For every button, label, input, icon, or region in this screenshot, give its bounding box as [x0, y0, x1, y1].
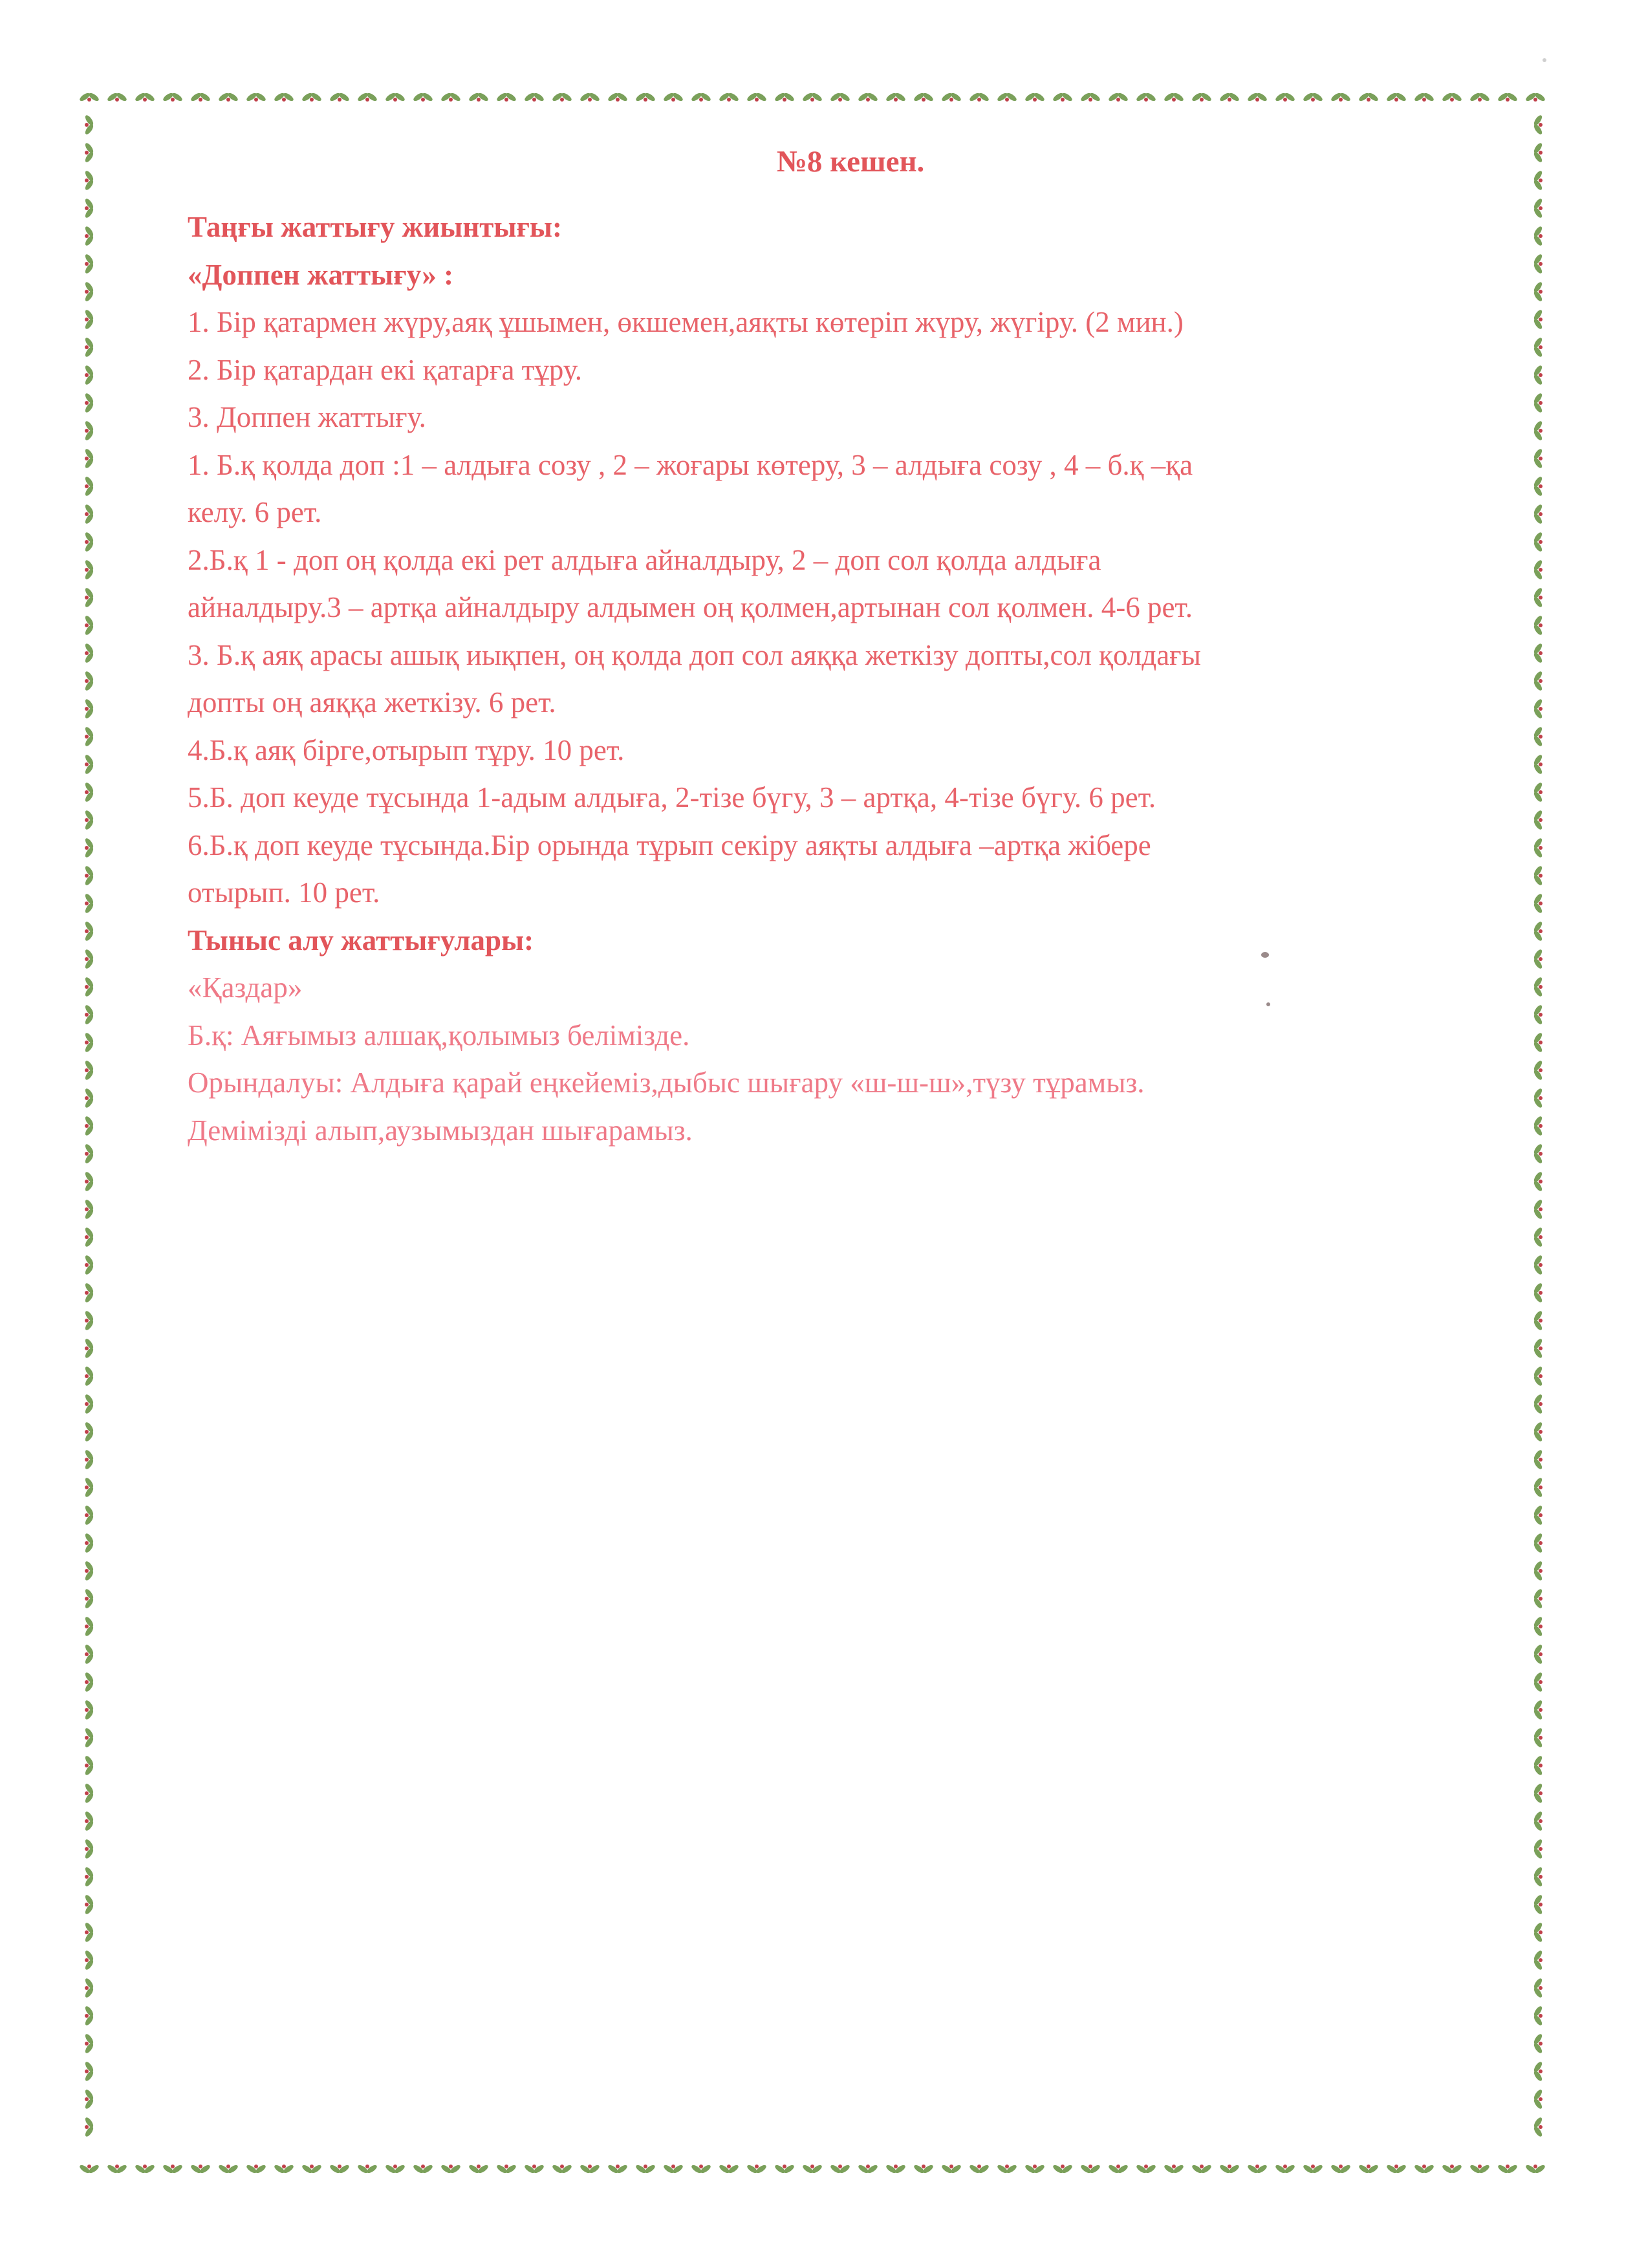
exercise-line: келу. 6 рет. [188, 496, 322, 528]
breathing-line: Орындалуы: Алдыға қарай еңкейеміз,дыбыс шығару «ш-ш-ш»,түзу тұрамыз. [188, 1066, 1145, 1099]
exercise-line: 3. Б.қ аяқ арасы ашық иықпен, оң қолда доп сол аяққа жеткізу допты,сол қолдағы [188, 638, 1201, 671]
exercise-line: 3. Доппен жаттығу. [188, 401, 426, 433]
exercise-line: 2. Бір қатардан екі қатарға тұру. [188, 353, 583, 386]
exercise-line: 5.Б. доп кеуде тұсында 1-адым алдыға, 2-тізе бүгу, 3 – артқа, 4-тізе бүгу. 6 рет. [188, 781, 1156, 814]
exercise-line: айналдыру.3 – артқа айналдыру алдымен оң қолмен,артынан сол қолмен. 4-6 рет. [188, 591, 1193, 623]
exercise-line: отырып. 10 рет. [188, 876, 380, 909]
breathing-line: Б.қ: Аяғымыз алшақ,қолымыз белімізде. [188, 1019, 690, 1052]
exercise-line: 2.Б.қ 1 - доп оң қолда екі рет алдыға айналдыру, 2 – доп сол қолда алдыға [188, 543, 1101, 576]
breathing-line: «Қаздар» [188, 971, 303, 1004]
document-content [188, 133, 1513, 1154]
section-heading-breathing: Тыныс алу жаттығулары: [188, 923, 534, 956]
section-heading-ball: «Доппен жаттығу» : [188, 258, 454, 291]
exercise-line: 4.Б.қ аяқ бірге,отырып тұру. 10 рет. [188, 733, 625, 766]
exercise-line: допты оң аяққа жеткізу. 6 рет. [188, 686, 556, 718]
page-title: №8 кешен. [776, 145, 925, 178]
section-heading-morning: Таңғы жаттығу жиынтығы: [188, 211, 563, 243]
breathing-line: Демімізді алып,аузымыздан шығарамыз. [188, 1114, 693, 1147]
exercise-line: 1. Б.қ қолда доп :1 – алдыға созу , 2 – жоғары көтеру, 3 – алдыға созу , 4 – б.қ –қа [188, 448, 1193, 481]
exercise-line: 6.Б.қ доп кеуде тұсында.Бір орында тұрып секіру аяқты алдыға –артқа жібере [188, 828, 1151, 861]
speck-mark [1543, 58, 1546, 62]
exercise-line: 1. Бір қатармен жүру,аяқ ұшымен, өкшемен,аяқты көтеріп жүру, жүгіру. (2 мин.) [188, 306, 1184, 338]
